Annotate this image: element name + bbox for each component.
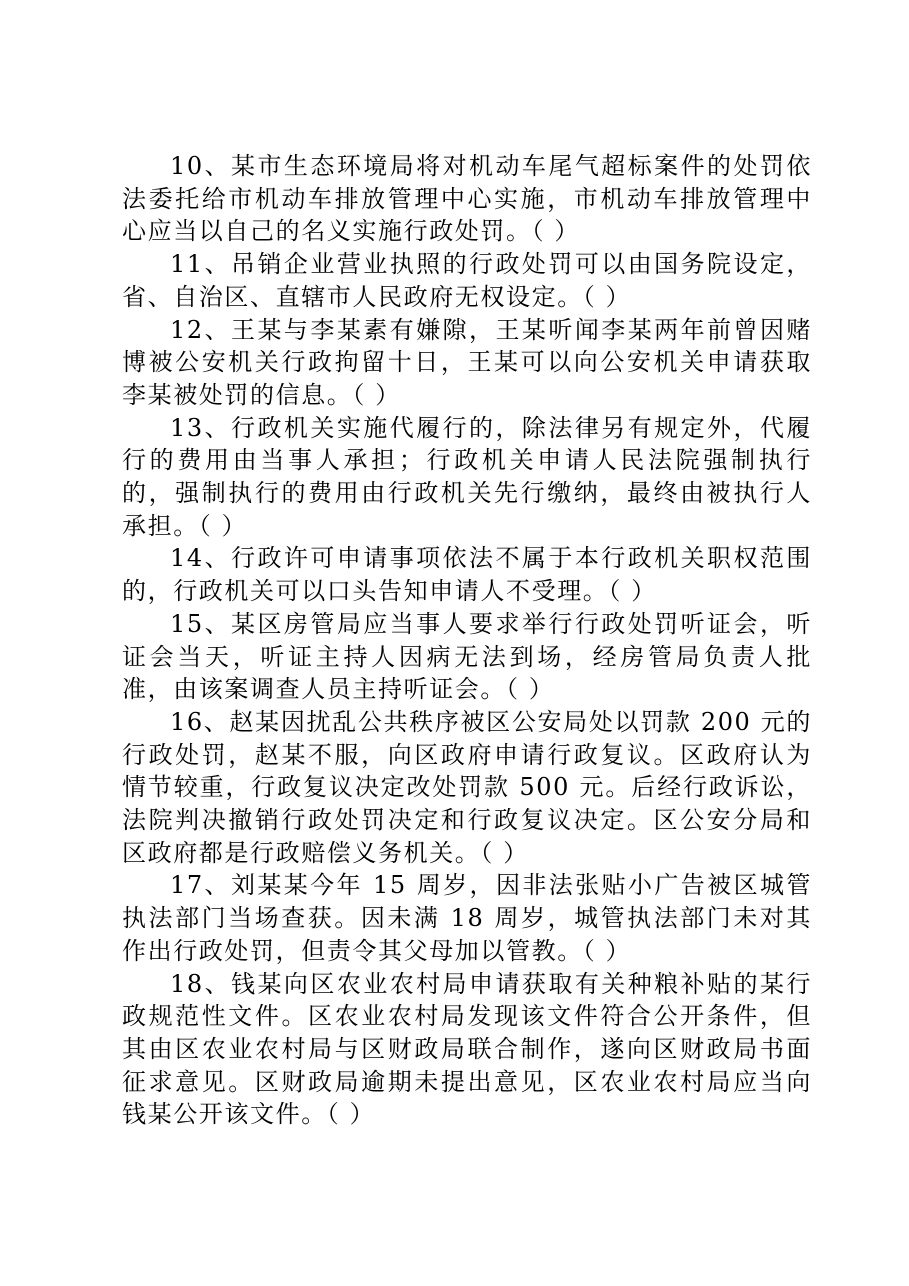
question-15: 15、某区房管局应当事人要求举行行政处罚听证会，听证会当天，听证主持人因病无法到场，经房管局负责人批准，由该案调查人员主持听证会。（ ） [122, 609, 812, 704]
question-17: 17、刘某某今年 15 周岁，因非法张贴小广告被区城管执法部门当场查获。因未满 18 周岁，城管执法部门未对其作出行政处罚，但责令其父母加以管教。（ ） [122, 871, 812, 965]
question-11: 11、吊销企业营业执照的行政处罚可以由国务院设定，省、自治区、直辖市人民政府无权设定。（ ） [122, 250, 812, 311]
question-12: 12、王某与李某素有嫌隙，王某听闻李某两年前曾因赌博被公安机关行政拘留十日，王某可以向公安机关申请获取李某被处罚的信息。（ ） [122, 315, 812, 409]
question-10: 10、某市生态环境局将对机动车尾气超标案件的处罚依法委托给市机动车排放管理中心实施，市机动车排放管理中心应当以自己的名义实施行政处罚。（ ） [122, 152, 812, 246]
question-14: 14、行政许可申请事项依法不属于本行政机关职权范围的，行政机关可以口头告知申请人不受理。（ ） [122, 544, 812, 606]
question-16: 16、赵某因扰乱公共秩序被区公安局处以罚款 200 元的行政处罚，赵某不服，向区政府申请行政复议。区政府认为情节较重，行政复议决定改处罚款 500 元。后经行政诉讼，法院判决撤销行政处罚决定和行政复议决定。区公安分局和区政府都是行政赔偿义务机关。（ ） [122, 707, 812, 867]
question-13: 13、行政机关实施代履行的，除法律另有规定外，代履行的费用由当事人承担；行政机关申请人民法院强制执行的，强制执行的费用由行政机关先行缴纳，最终由被执行人承担。（ ） [122, 413, 812, 540]
question-list [122, 150, 812, 1131]
question-18: 18、钱某向区农业农村局申请获取有关种粮补贴的某行政规范性文件。区农业农村局发现该文件符合公开条件，但其由区农业农村局与区财政局联合制作，遂向区财政局书面征求意见。区财政局逾期未提出意见，区农业农村局应当向钱某公开该文件。（ ） [122, 969, 812, 1129]
